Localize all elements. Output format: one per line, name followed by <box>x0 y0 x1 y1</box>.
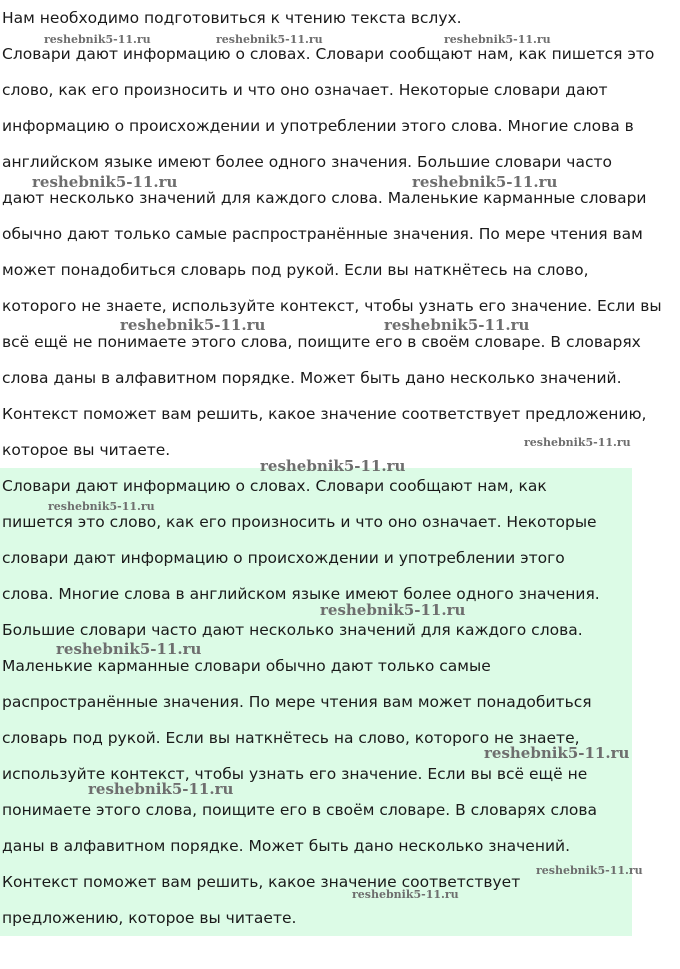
watermark: reshebnik5-11.ru <box>120 316 266 334</box>
text-line: всё ещё не понимаете этого слова, поищите его в своём словаре. В словарях <box>2 333 641 351</box>
text-line: предложению, которое вы читаете. <box>2 909 297 927</box>
text-line: дают несколько значений для каждого слова. Маленькие карманные словари <box>2 189 647 207</box>
watermark: reshebnik5-11.ru <box>32 173 178 191</box>
text-line: информацию о происхождении и употреблении этого слова. Многие слова в <box>2 117 634 135</box>
watermark: reshebnik5-11.ru <box>524 436 631 449</box>
watermark: reshebnik5-11.ru <box>444 33 551 46</box>
intro-text: Нам необходимо подготовиться к чтению текста вслух. <box>2 9 462 27</box>
text-line: Словари дают информацию о словах. Словари сообщают нам, как <box>2 477 547 495</box>
watermark: reshebnik5-11.ru <box>56 640 202 658</box>
text-line: словарь под рукой. Если вы наткнётесь на слово, которого не знаете, <box>2 729 580 747</box>
text-line: используйте контекст, чтобы узнать его значение. Если вы всё ещё не <box>2 765 588 783</box>
watermark: reshebnik5-11.ru <box>44 33 151 46</box>
text-line: Словари дают информацию о словах. Словари сообщают нам, как пишется это <box>2 45 655 63</box>
text-line: которое вы читаете. <box>2 441 171 459</box>
text-line: слово, как его произносить и что оно означает. Некоторые словари дают <box>2 81 608 99</box>
text-line: даны в алфавитном порядке. Может быть дано несколько значений. <box>2 837 571 855</box>
text-line: понимаете этого слова, поищите его в своём словаре. В словарях слова <box>2 801 598 819</box>
text-line: обычно дают только самые распространённые значения. По мере чтения вам <box>2 225 643 243</box>
watermark: reshebnik5-11.ru <box>88 780 234 798</box>
watermark: reshebnik5-11.ru <box>48 500 155 513</box>
watermark: reshebnik5-11.ru <box>216 33 323 46</box>
text-line: пишется это слово, как его произносить и что оно означает. Некоторые <box>2 513 597 531</box>
watermark: reshebnik5-11.ru <box>352 888 459 901</box>
text-line: распространённые значения. По мере чтения вам может понадобиться <box>2 693 592 711</box>
paragraph-original <box>2 44 662 476</box>
text-line: словари дают информацию о происхождении и употреблении этого <box>2 549 565 567</box>
text-line: может понадобиться словарь под рукой. Если вы наткнётесь на слово, <box>2 261 589 279</box>
text-line: Маленькие карманные словари обычно дают только самые <box>2 657 491 675</box>
watermark: reshebnik5-11.ru <box>536 864 643 877</box>
paragraph-highlighted <box>2 476 600 944</box>
watermark: reshebnik5-11.ru <box>320 601 466 619</box>
text-line: слова даны в алфавитном порядке. Может быть дано несколько значений. <box>2 369 622 387</box>
text-line: английском языке имеют более одного значения. Большие словари часто <box>2 153 612 171</box>
watermark: reshebnik5-11.ru <box>260 457 406 475</box>
text-line: которого не знаете, используйте контекст, чтобы узнать его значение. Если вы <box>2 297 662 315</box>
text-line: Контекст поможет вам решить, какое значение соответствует <box>2 873 521 891</box>
watermark: reshebnik5-11.ru <box>384 316 530 334</box>
text-line: Контекст поможет вам решить, какое значение соответствует предложению, <box>2 405 647 423</box>
text-line: слова. Многие слова в английском языке имеют более одного значения. <box>2 585 600 603</box>
watermark: reshebnik5-11.ru <box>484 744 630 762</box>
watermark: reshebnik5-11.ru <box>412 173 558 191</box>
text-line: Большие словари часто дают несколько значений для каждого слова. <box>2 621 583 639</box>
